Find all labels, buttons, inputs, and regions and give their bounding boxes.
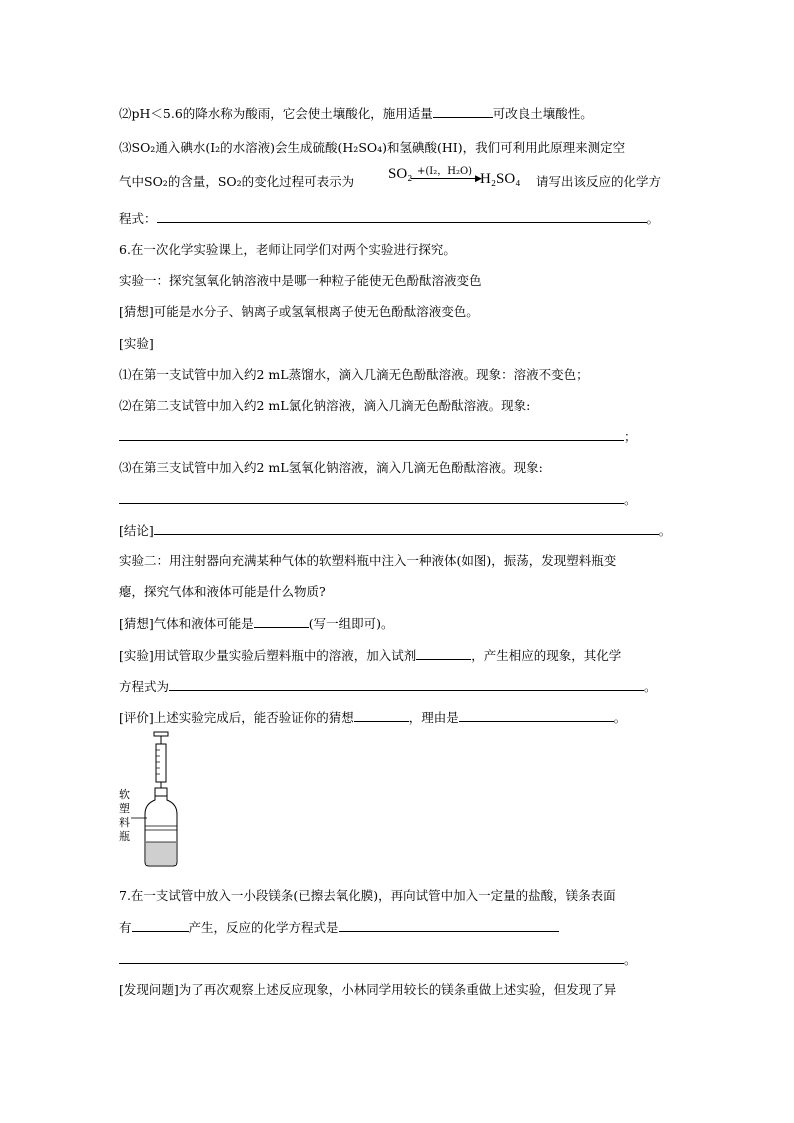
q6-step2: ⑵在第二支试管中加入约2 mL氯化钠溶液，滴入几滴无色酚酞溶液。现象: bbox=[119, 398, 531, 413]
reaction-condition: +(I₂，H₂O) bbox=[417, 166, 473, 177]
q6-intro: 6.在一次化学实验课上，老师让同学们对两个实验进行探究。 bbox=[119, 242, 456, 257]
q6-exp3 bbox=[119, 647, 621, 664]
q6-exp-head: [实验] bbox=[119, 336, 154, 351]
guess2-text: [猜想]气体和液体可能是 bbox=[119, 616, 254, 631]
q6-exp1: 实验一：探究氢氧化钠溶液中是哪一种粒子能使无色酚酞溶液变色 bbox=[119, 273, 482, 288]
period: 。 bbox=[646, 211, 660, 226]
answer-blank[interactable] bbox=[416, 647, 471, 660]
exp3-text-end: ，产生相应的现象，其化学 bbox=[471, 648, 622, 663]
q6-step2-answer bbox=[119, 428, 637, 445]
answer-blank[interactable] bbox=[354, 709, 409, 722]
answer-blank[interactable] bbox=[119, 491, 624, 504]
q5-3-line2: 气中SO₂的含量，SO₂的变化过程可表示为 bbox=[119, 174, 355, 189]
q6-evaluation bbox=[119, 709, 626, 726]
q6-exp2-a: 实验二：用注射器向充满某种气体的软塑料瓶中注入一种液体(如图)，振荡，发现塑料瓶变 bbox=[119, 553, 617, 568]
answer-blank[interactable] bbox=[157, 210, 647, 223]
q7-line1: 7.在一支试管中放入一小段镁条(已擦去氧化膜)，再向试管中加入一定量的盐酸，镁条表面 bbox=[119, 888, 616, 903]
eval-reason: ，理由是 bbox=[408, 710, 459, 725]
period: 。 bbox=[613, 710, 627, 725]
arrow-head-icon: ▶ bbox=[475, 174, 482, 184]
q7-line2-mid: 产生，反应的化学方程式是 bbox=[188, 920, 339, 935]
syringe-bottle-figure bbox=[117, 730, 197, 870]
q6-exp2-b: 瘪，探究气体和液体可能是什么物质? bbox=[119, 584, 326, 599]
answer-blank[interactable] bbox=[154, 522, 659, 535]
period: 。 bbox=[644, 679, 657, 694]
conclusion-label: [结论] bbox=[119, 523, 154, 538]
q6-guess1: [猜想]可能是水分子、钠离子或氢氧根离子使无色酚酞溶液变色。 bbox=[119, 304, 479, 319]
q5-2-line bbox=[119, 105, 593, 122]
period: 。 bbox=[624, 492, 637, 507]
semicolon: ； bbox=[624, 429, 637, 444]
answer-blank[interactable] bbox=[339, 919, 559, 932]
q6-step3-answer bbox=[119, 491, 637, 508]
period: 。 bbox=[658, 523, 672, 538]
q5-3-label: 程式： bbox=[119, 211, 157, 226]
answer-blank[interactable] bbox=[433, 105, 493, 118]
period: 。 bbox=[624, 952, 637, 967]
q7-line4: [发现问题]为了再次观察上述反应现象，小林同学用较长的镁条重做上述实验，但发现了异 bbox=[119, 982, 617, 997]
answer-blank[interactable] bbox=[459, 709, 614, 722]
exp3-equation-label: 方程式为 bbox=[119, 679, 170, 694]
answer-blank[interactable] bbox=[119, 428, 624, 441]
formula-reactant: SO₂ bbox=[388, 166, 413, 182]
figure-label: 软塑料瓶 bbox=[119, 788, 130, 843]
formula-product: H₂SO₄ bbox=[480, 171, 521, 187]
q6-step1: ⑴在第一支试管中加入约2 mL蒸馏水，滴入几滴无色酚酞溶液。现象：溶液不变色； bbox=[119, 367, 589, 382]
eval-text: [评价]上述实验完成后，能否验证你的猜想 bbox=[119, 710, 354, 725]
q6-conclusion bbox=[119, 522, 671, 539]
q6-guess2 bbox=[119, 615, 394, 632]
q5-2-text-end: 可改良土壤酸性。 bbox=[492, 106, 593, 121]
q6-exp3-equation bbox=[119, 678, 657, 695]
answer-blank[interactable] bbox=[132, 919, 189, 932]
q5-2-text: ⑵pH＜5.6的降水称为酸雨，它会使土壤酸化，施用适量 bbox=[119, 106, 433, 121]
answer-blank[interactable] bbox=[119, 951, 624, 964]
answer-blank[interactable] bbox=[169, 678, 644, 691]
q7-line2 bbox=[119, 919, 559, 936]
q5-3-line2-end: 请写出该反应的化学方 bbox=[536, 174, 662, 189]
arrow-line bbox=[411, 178, 479, 179]
q5-3-line1: ⑶SO₂通入碘水(I₂的水溶液)会生成硫酸(H₂SO₄)和氢碘酸(HI)，我们可利用此原理来测定空 bbox=[119, 140, 626, 155]
q6-step3: ⑶在第三支试管中加入约2 mL氢氧化钠溶液，滴入几滴无色酚酞溶液。现象: bbox=[119, 460, 543, 475]
guess2-end: (写一组即可)。 bbox=[308, 616, 394, 631]
q7-line3 bbox=[119, 951, 637, 968]
q5-3-line3 bbox=[119, 210, 659, 227]
q7-line2-start: 有 bbox=[119, 920, 132, 935]
answer-blank[interactable] bbox=[254, 615, 309, 628]
exp3-text: [实验]用试管取少量实验后塑料瓶中的溶液，加入试剂 bbox=[119, 648, 417, 663]
